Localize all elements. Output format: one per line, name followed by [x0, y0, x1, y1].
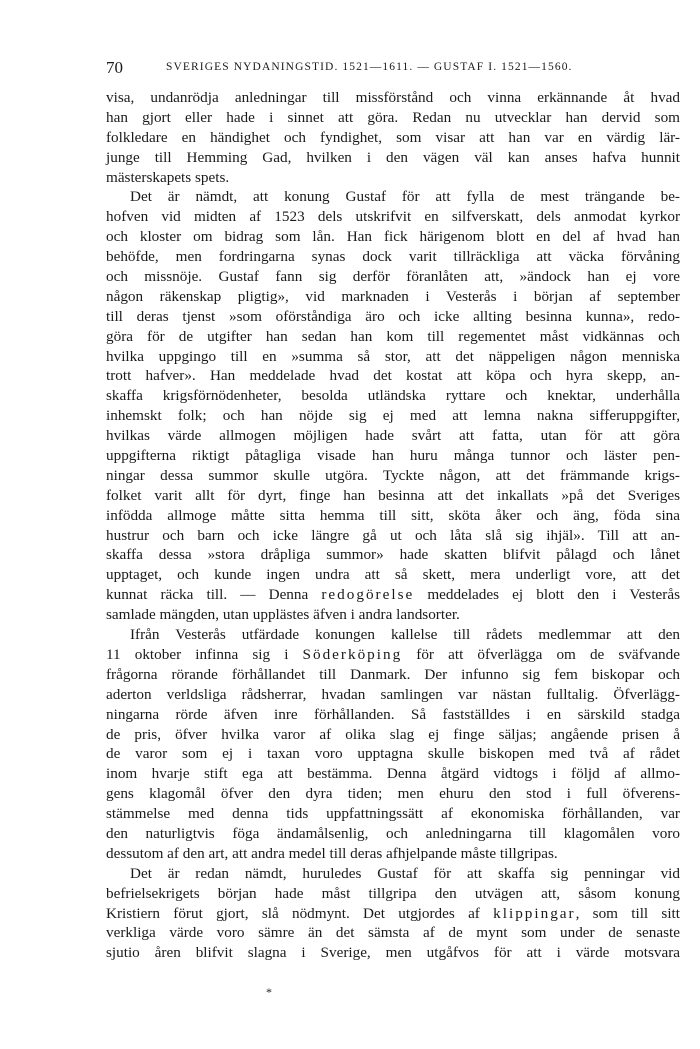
- text-line: upptaget, och kunde ingen undra att så skett, mera underligt vore, att det: [106, 566, 680, 584]
- text-line: 11 oktober infinna sig i Söderköping för att öfverlägga om de sväfvande: [106, 645, 680, 663]
- page-header: [106, 58, 680, 80]
- paragraph: [106, 864, 680, 963]
- page: [106, 58, 680, 963]
- text-line: den naturligtvis föga ändamålsenlig, och anledningarna till klagomålen voro: [106, 824, 680, 842]
- text-line: sjutio åren blifvit slagna i Sverige, men utgåfvos för att i värde motsvara: [106, 944, 680, 962]
- text-line: hvilka uppgingo till en »summa så stor, att det näppeligen någon menniska: [106, 347, 680, 365]
- paragraph: [106, 625, 680, 864]
- paragraph: [106, 187, 680, 625]
- text-line: inom hvarje stift ega att bestämma. Denna åtgärd vidtogs i följd af allmo-: [106, 765, 680, 783]
- text-line: frågorna rörande förhållandet till Danmark. Der infunno sig fem biskopar och: [106, 665, 680, 683]
- text-line: kunnat räcka till. — Denna redogörelse meddelades ej blott den i Vesterås: [106, 586, 680, 604]
- text-line: någon räkenskap pligtig», vid marknaden i Vesterås i början af september: [106, 287, 680, 305]
- text-line: och kloster om bidrag som lån. Han fick härigenom blott en del af hvad han: [106, 228, 680, 246]
- text-line: Ifrån Vesterås utfärdade konungen kallelse till rådets medlemmar att den: [130, 626, 680, 644]
- text-line: visa, undanrödja anledningar till missförstånd och vinna erkännande åt hvad: [106, 89, 680, 106]
- text-line: stämmelse med denna tids uppfattningssätt af ekonomiska förhållanden, var: [106, 805, 680, 823]
- text-line: hustrur och barn och icke längre gå ut och låta slå sig ihjäl». Till att an-: [106, 526, 680, 544]
- text-line: skaffa dessa »stora dråpliga summor» hade skatten blifvit pålagd och lånet: [106, 546, 680, 564]
- text-line: Kristiern förut gjort, slå nödmynt. Det utgjordes af klippingar, som till sitt: [106, 904, 680, 922]
- emphasized-term: redogörelse: [321, 586, 415, 604]
- text-line: dessutom af den art, att andra medel till deras afhjelpande måste tillgripas.: [106, 844, 558, 862]
- text-line: mästerskapets spets.: [106, 168, 230, 186]
- emphasized-term: klippingar: [493, 904, 576, 922]
- text-line: de pris, öfver hvilka varor af olika slag ej finge säljas; angående prisen å: [106, 725, 680, 743]
- text-line: gens klagomål öfver den dyra tiden; men ehuru den stod i full öfverens-: [106, 785, 680, 803]
- text-line: folket varit allt för dyrt, finge han besinna att det inkallats »på det Sveriges: [106, 486, 680, 504]
- text-line: hofven vid midten af 1523 dels utskrifvit en silfverskatt, dels anmodat kyrkor: [106, 208, 680, 226]
- text-line: ningar dessa summor skulle utgöra. Tyckte någon, att det främmande krigs-: [106, 466, 680, 484]
- text-line: Det är redan nämdt, huruledes Gustaf för att skaffa sig penningar vid: [130, 864, 680, 882]
- paragraph: [106, 88, 680, 187]
- text-line: han gjort eller hade i sinnet att göra. Redan nu utvecklar han dervid som: [106, 108, 680, 126]
- text-line: inhemskt folk; och han nöjde sig ej med att lemna nakna sifferuppgifter,: [106, 407, 680, 425]
- text-line: trott hafver». Han meddelade hvad det kostat att köpa och hyra skepp, an-: [106, 367, 680, 385]
- page-number: 70: [106, 58, 123, 77]
- text-line: skaffa krigsförnödenheter, besolda utländska ryttare och knektar, underhålla: [106, 387, 680, 405]
- stray-mark: *: [266, 985, 272, 999]
- text-line: befrielsekrigets början hade måst tillgripa den utvägen att, såsom konung: [106, 884, 680, 902]
- text-line: junge till Hemming Gad, hvilken i den vägen väl kan anses hafva hunnit: [106, 148, 680, 166]
- text-line: göra för de utgifter han sedan han kom till regementet måst vidkännas och: [106, 327, 680, 345]
- text-line: aderton verldsliga rådsherrar, hvadan samlingen var nästan fulltalig. Öfverlägg-: [106, 685, 680, 703]
- running-head: SVERIGES NYDANINGSTID. 1521—1611. — GUSTAF I. 1521—1560.: [166, 61, 573, 73]
- text-line: hvilkas värde allmogen möjligen hade svårt att fatta, utan för att göra: [106, 427, 680, 445]
- text-line: de varor som ej i taxan voro upptagna skulle biskopen med två af rådet: [106, 745, 680, 763]
- body-text: [106, 88, 680, 963]
- text-line: uppgifterna riktigt påtagliga visade han huru många tunnor och läster pen-: [106, 447, 680, 465]
- text-line: behöfde, men fordringarna synas dock varit tillräckliga att väcka förvåning: [106, 248, 680, 266]
- text-line: infödda allmoge måtte sitta hemma till sitt, sköta åker och äng, föda sina: [106, 506, 680, 524]
- text-line: verkliga värde voro sämre än det sämsta af de mynt som under de senaste: [106, 924, 680, 942]
- text-line: till deras tjenst »som oförståndiga äro och icke allting besinna kunna», redo-: [106, 307, 680, 325]
- text-line: och missnöje. Gustaf fann sig derför föranlåten att, »ändock han ej vore: [106, 268, 680, 286]
- text-line: ningarna rörde äfven inre förhållanden. Så fastställdes i en särskild stadga: [106, 705, 680, 723]
- emphasized-term: Söderköping: [302, 645, 403, 663]
- text-line: samlade mängden, utan upplästes äfven i andra landsorter.: [106, 606, 460, 624]
- text-line: Det är nämdt, att konung Gustaf för att fylla de mest trängande be-: [130, 188, 680, 206]
- text-line: folkledare en händighet och fyndighet, som visar att han var en värdig lär-: [106, 128, 680, 146]
